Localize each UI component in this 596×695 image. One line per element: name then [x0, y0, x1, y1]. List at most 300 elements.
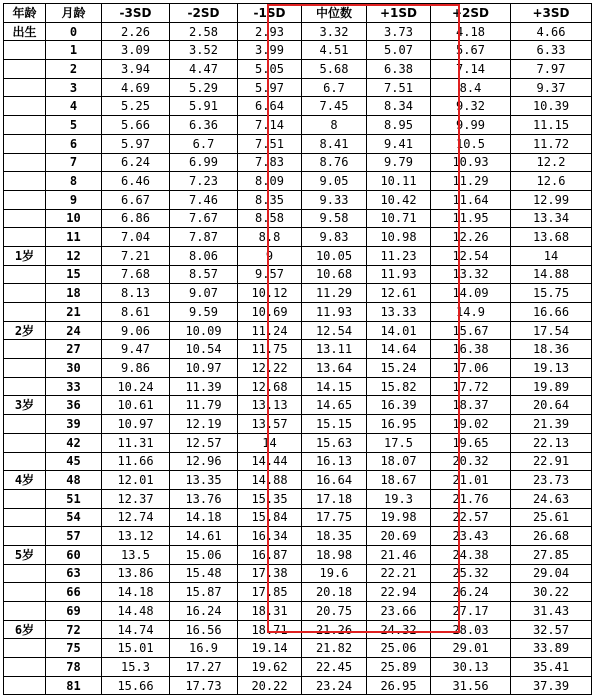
value-cell-plus1sd: 23.66 — [367, 602, 431, 621]
value-cell-median: 21.26 — [302, 620, 367, 639]
age-cell: 5岁 — [4, 545, 46, 564]
month-cell: 45 — [46, 452, 102, 471]
value-cell-plus3sd: 12.6 — [511, 172, 592, 191]
value-cell-plus2sd: 28.03 — [431, 620, 511, 639]
age-cell: 出生 — [4, 22, 46, 41]
value-cell-median: 20.75 — [302, 602, 367, 621]
value-cell-plus2sd: 23.43 — [431, 527, 511, 546]
value-cell-minus1sd: 12.22 — [238, 359, 302, 378]
value-cell-minus3sd: 14.18 — [102, 583, 170, 602]
age-cell — [4, 284, 46, 303]
table-row — [4, 508, 592, 527]
value-cell-median: 21.82 — [302, 639, 367, 658]
age-cell — [4, 97, 46, 116]
age-cell — [4, 377, 46, 396]
value-cell-plus2sd: 16.38 — [431, 340, 511, 359]
value-cell-minus3sd: 3.09 — [102, 41, 170, 60]
value-cell-minus3sd: 8.61 — [102, 303, 170, 322]
value-cell-plus1sd: 15.24 — [367, 359, 431, 378]
header-minus3sd: -3SD — [102, 4, 170, 23]
header-plus2sd: +2SD — [431, 4, 511, 23]
value-cell-minus1sd: 5.05 — [238, 60, 302, 79]
value-cell-plus2sd: 13.32 — [431, 265, 511, 284]
value-cell-median: 23.24 — [302, 676, 367, 695]
header-minus2sd: -2SD — [170, 4, 238, 23]
month-cell: 72 — [46, 620, 102, 639]
value-cell-minus2sd: 12.96 — [170, 452, 238, 471]
value-cell-minus2sd: 15.06 — [170, 545, 238, 564]
value-cell-median: 9.33 — [302, 190, 367, 209]
value-cell-plus2sd: 10.5 — [431, 134, 511, 153]
value-cell-minus2sd: 9.07 — [170, 284, 238, 303]
value-cell-plus1sd: 22.21 — [367, 564, 431, 583]
value-cell-plus3sd: 18.36 — [511, 340, 592, 359]
growth-standard-table — [3, 3, 592, 695]
value-cell-minus1sd: 17.85 — [238, 583, 302, 602]
value-cell-plus1sd: 14.01 — [367, 321, 431, 340]
value-cell-minus2sd: 8.57 — [170, 265, 238, 284]
value-cell-median: 14.15 — [302, 377, 367, 396]
value-cell-minus3sd: 10.97 — [102, 415, 170, 434]
value-cell-minus2sd: 8.06 — [170, 246, 238, 265]
value-cell-plus3sd: 14.88 — [511, 265, 592, 284]
value-cell-minus2sd: 14.61 — [170, 527, 238, 546]
value-cell-minus1sd: 9.57 — [238, 265, 302, 284]
value-cell-minus2sd: 6.36 — [170, 116, 238, 135]
value-cell-median: 19.6 — [302, 564, 367, 583]
table-row — [4, 415, 592, 434]
value-cell-minus1sd: 11.75 — [238, 340, 302, 359]
age-cell: 2岁 — [4, 321, 46, 340]
month-cell: 51 — [46, 489, 102, 508]
month-cell: 2 — [46, 60, 102, 79]
value-cell-plus2sd: 17.06 — [431, 359, 511, 378]
value-cell-plus3sd: 16.66 — [511, 303, 592, 322]
month-cell: 48 — [46, 471, 102, 490]
table-row — [4, 246, 592, 265]
value-cell-plus3sd: 11.15 — [511, 116, 592, 135]
month-cell: 21 — [46, 303, 102, 322]
value-cell-plus3sd: 37.39 — [511, 676, 592, 695]
value-cell-minus1sd: 6.64 — [238, 97, 302, 116]
value-cell-minus2sd: 11.39 — [170, 377, 238, 396]
month-cell: 33 — [46, 377, 102, 396]
age-cell — [4, 340, 46, 359]
month-cell: 30 — [46, 359, 102, 378]
table-header-row — [4, 4, 592, 23]
value-cell-minus2sd: 2.58 — [170, 22, 238, 41]
value-cell-plus1sd: 12.61 — [367, 284, 431, 303]
value-cell-median: 22.45 — [302, 658, 367, 677]
value-cell-plus1sd: 25.06 — [367, 639, 431, 658]
value-cell-minus3sd: 7.21 — [102, 246, 170, 265]
value-cell-plus3sd: 17.54 — [511, 321, 592, 340]
value-cell-plus1sd: 20.69 — [367, 527, 431, 546]
value-cell-minus1sd: 17.38 — [238, 564, 302, 583]
value-cell-minus1sd: 19.14 — [238, 639, 302, 658]
value-cell-minus2sd: 6.99 — [170, 153, 238, 172]
value-cell-plus1sd: 18.07 — [367, 452, 431, 471]
value-cell-minus1sd: 8.8 — [238, 228, 302, 247]
value-cell-plus1sd: 13.33 — [367, 303, 431, 322]
value-cell-plus2sd: 17.72 — [431, 377, 511, 396]
header-plus3sd: +3SD — [511, 4, 592, 23]
table-row — [4, 583, 592, 602]
age-cell — [4, 359, 46, 378]
table-row — [4, 228, 592, 247]
month-cell: 7 — [46, 153, 102, 172]
month-cell: 11 — [46, 228, 102, 247]
month-cell: 4 — [46, 97, 102, 116]
age-cell — [4, 303, 46, 322]
age-cell — [4, 228, 46, 247]
value-cell-minus3sd: 6.46 — [102, 172, 170, 191]
table-row — [4, 377, 592, 396]
age-cell — [4, 564, 46, 583]
value-cell-minus3sd: 8.13 — [102, 284, 170, 303]
value-cell-minus1sd: 18.31 — [238, 602, 302, 621]
value-cell-median: 16.13 — [302, 452, 367, 471]
value-cell-median: 6.7 — [302, 78, 367, 97]
value-cell-minus1sd: 7.14 — [238, 116, 302, 135]
value-cell-plus3sd: 13.34 — [511, 209, 592, 228]
value-cell-median: 8 — [302, 116, 367, 135]
value-cell-plus3sd: 6.33 — [511, 41, 592, 60]
header-month: 月龄 — [46, 4, 102, 23]
value-cell-minus2sd: 17.73 — [170, 676, 238, 695]
value-cell-plus3sd: 22.13 — [511, 433, 592, 452]
value-cell-plus3sd: 19.13 — [511, 359, 592, 378]
value-cell-minus3sd: 9.06 — [102, 321, 170, 340]
table-row — [4, 190, 592, 209]
header-age: 年龄 — [4, 4, 46, 23]
value-cell-plus3sd: 32.57 — [511, 620, 592, 639]
value-cell-plus1sd: 8.34 — [367, 97, 431, 116]
value-cell-minus3sd: 6.67 — [102, 190, 170, 209]
header-plus1sd: +1SD — [367, 4, 431, 23]
value-cell-minus1sd: 11.24 — [238, 321, 302, 340]
month-cell: 9 — [46, 190, 102, 209]
value-cell-median: 9.05 — [302, 172, 367, 191]
value-cell-plus2sd: 14.09 — [431, 284, 511, 303]
value-cell-plus2sd: 9.32 — [431, 97, 511, 116]
value-cell-plus3sd: 22.91 — [511, 452, 592, 471]
value-cell-median: 12.54 — [302, 321, 367, 340]
age-cell: 3岁 — [4, 396, 46, 415]
table-row — [4, 22, 592, 41]
table-row — [4, 172, 592, 191]
value-cell-median: 15.63 — [302, 433, 367, 452]
table-row — [4, 452, 592, 471]
table-row — [4, 153, 592, 172]
value-cell-median: 17.75 — [302, 508, 367, 527]
value-cell-plus2sd: 11.29 — [431, 172, 511, 191]
table-row — [4, 527, 592, 546]
age-cell — [4, 602, 46, 621]
age-cell — [4, 676, 46, 695]
value-cell-plus2sd: 26.24 — [431, 583, 511, 602]
age-cell: 6岁 — [4, 620, 46, 639]
value-cell-median: 20.18 — [302, 583, 367, 602]
value-cell-plus1sd: 16.95 — [367, 415, 431, 434]
value-cell-median: 10.05 — [302, 246, 367, 265]
value-cell-minus1sd: 13.13 — [238, 396, 302, 415]
age-cell — [4, 172, 46, 191]
age-cell — [4, 134, 46, 153]
value-cell-plus2sd: 19.02 — [431, 415, 511, 434]
value-cell-minus1sd: 7.83 — [238, 153, 302, 172]
value-cell-plus3sd: 31.43 — [511, 602, 592, 621]
value-cell-minus3sd: 4.69 — [102, 78, 170, 97]
age-cell — [4, 508, 46, 527]
month-cell: 15 — [46, 265, 102, 284]
value-cell-minus2sd: 13.35 — [170, 471, 238, 490]
value-cell-minus2sd: 17.27 — [170, 658, 238, 677]
age-cell — [4, 452, 46, 471]
value-cell-minus3sd: 6.86 — [102, 209, 170, 228]
value-cell-plus3sd: 11.72 — [511, 134, 592, 153]
value-cell-minus2sd: 10.09 — [170, 321, 238, 340]
table-row — [4, 602, 592, 621]
age-cell — [4, 78, 46, 97]
value-cell-median: 11.93 — [302, 303, 367, 322]
value-cell-plus2sd: 10.93 — [431, 153, 511, 172]
age-cell — [4, 116, 46, 135]
age-cell: 1岁 — [4, 246, 46, 265]
value-cell-median: 8.41 — [302, 134, 367, 153]
value-cell-minus2sd: 13.76 — [170, 489, 238, 508]
value-cell-plus3sd: 4.66 — [511, 22, 592, 41]
value-cell-plus3sd: 30.22 — [511, 583, 592, 602]
age-cell — [4, 190, 46, 209]
table-row — [4, 489, 592, 508]
value-cell-minus1sd: 14.88 — [238, 471, 302, 490]
value-cell-minus1sd: 13.57 — [238, 415, 302, 434]
value-cell-minus2sd: 16.24 — [170, 602, 238, 621]
month-cell: 18 — [46, 284, 102, 303]
value-cell-plus2sd: 24.38 — [431, 545, 511, 564]
value-cell-minus3sd: 13.5 — [102, 545, 170, 564]
age-cell — [4, 433, 46, 452]
table-row — [4, 676, 592, 695]
value-cell-minus2sd: 3.52 — [170, 41, 238, 60]
value-cell-plus2sd: 11.64 — [431, 190, 511, 209]
value-cell-minus1sd: 18.71 — [238, 620, 302, 639]
age-cell — [4, 527, 46, 546]
age-cell — [4, 658, 46, 677]
table-row — [4, 620, 592, 639]
value-cell-plus3sd: 7.97 — [511, 60, 592, 79]
value-cell-minus1sd: 5.97 — [238, 78, 302, 97]
value-cell-median: 8.76 — [302, 153, 367, 172]
value-cell-median: 9.83 — [302, 228, 367, 247]
value-cell-median: 11.29 — [302, 284, 367, 303]
value-cell-median: 16.64 — [302, 471, 367, 490]
value-cell-minus1sd: 10.69 — [238, 303, 302, 322]
table-row — [4, 359, 592, 378]
value-cell-minus1sd: 3.99 — [238, 41, 302, 60]
value-cell-minus3sd: 9.86 — [102, 359, 170, 378]
month-cell: 6 — [46, 134, 102, 153]
age-cell — [4, 583, 46, 602]
table-body — [4, 22, 592, 695]
age-cell — [4, 153, 46, 172]
value-cell-minus3sd: 11.66 — [102, 452, 170, 471]
value-cell-plus2sd: 15.67 — [431, 321, 511, 340]
month-cell: 78 — [46, 658, 102, 677]
value-cell-plus3sd: 35.41 — [511, 658, 592, 677]
value-cell-plus1sd: 11.93 — [367, 265, 431, 284]
value-cell-minus3sd: 5.25 — [102, 97, 170, 116]
value-cell-minus2sd: 12.19 — [170, 415, 238, 434]
value-cell-plus1sd: 10.11 — [367, 172, 431, 191]
table-row — [4, 284, 592, 303]
age-cell — [4, 415, 46, 434]
month-cell: 69 — [46, 602, 102, 621]
value-cell-plus1sd: 6.38 — [367, 60, 431, 79]
header-median: 中位数 — [302, 4, 367, 23]
value-cell-minus1sd: 12.68 — [238, 377, 302, 396]
value-cell-minus3sd: 12.74 — [102, 508, 170, 527]
value-cell-plus1sd: 21.46 — [367, 545, 431, 564]
value-cell-minus2sd: 11.79 — [170, 396, 238, 415]
table-row — [4, 41, 592, 60]
value-cell-plus2sd: 9.99 — [431, 116, 511, 135]
value-cell-plus3sd: 29.04 — [511, 564, 592, 583]
month-cell: 75 — [46, 639, 102, 658]
value-cell-minus1sd: 8.09 — [238, 172, 302, 191]
value-cell-minus3sd: 12.37 — [102, 489, 170, 508]
value-cell-plus1sd: 17.5 — [367, 433, 431, 452]
value-cell-plus3sd: 19.89 — [511, 377, 592, 396]
value-cell-plus1sd: 10.71 — [367, 209, 431, 228]
value-cell-median: 10.68 — [302, 265, 367, 284]
value-cell-minus3sd: 13.86 — [102, 564, 170, 583]
value-cell-minus2sd: 7.46 — [170, 190, 238, 209]
value-cell-minus2sd: 16.9 — [170, 639, 238, 658]
month-cell: 3 — [46, 78, 102, 97]
value-cell-minus3sd: 2.26 — [102, 22, 170, 41]
age-cell — [4, 41, 46, 60]
value-cell-plus3sd: 20.64 — [511, 396, 592, 415]
value-cell-plus1sd: 10.98 — [367, 228, 431, 247]
value-cell-minus3sd: 11.31 — [102, 433, 170, 452]
value-cell-median: 13.64 — [302, 359, 367, 378]
table-row — [4, 471, 592, 490]
age-cell — [4, 489, 46, 508]
month-cell: 57 — [46, 527, 102, 546]
value-cell-plus1sd: 16.39 — [367, 396, 431, 415]
value-cell-minus2sd: 7.87 — [170, 228, 238, 247]
value-cell-minus2sd: 14.18 — [170, 508, 238, 527]
value-cell-plus1sd: 18.67 — [367, 471, 431, 490]
value-cell-minus1sd: 16.87 — [238, 545, 302, 564]
value-cell-plus2sd: 31.56 — [431, 676, 511, 695]
value-cell-plus1sd: 7.51 — [367, 78, 431, 97]
value-cell-plus1sd: 26.95 — [367, 676, 431, 695]
month-cell: 36 — [46, 396, 102, 415]
value-cell-plus1sd: 9.41 — [367, 134, 431, 153]
value-cell-plus1sd: 15.82 — [367, 377, 431, 396]
month-cell: 24 — [46, 321, 102, 340]
value-cell-median: 15.15 — [302, 415, 367, 434]
table-row — [4, 396, 592, 415]
value-cell-minus1sd: 14.44 — [238, 452, 302, 471]
value-cell-minus1sd: 15.84 — [238, 508, 302, 527]
value-cell-minus3sd: 15.3 — [102, 658, 170, 677]
value-cell-minus2sd: 6.7 — [170, 134, 238, 153]
value-cell-plus1sd: 10.42 — [367, 190, 431, 209]
value-cell-minus3sd: 9.47 — [102, 340, 170, 359]
value-cell-plus3sd: 13.68 — [511, 228, 592, 247]
table-row — [4, 78, 592, 97]
value-cell-minus1sd: 15.35 — [238, 489, 302, 508]
value-cell-median: 14.65 — [302, 396, 367, 415]
value-cell-minus1sd: 8.35 — [238, 190, 302, 209]
month-cell: 0 — [46, 22, 102, 41]
value-cell-plus2sd: 21.01 — [431, 471, 511, 490]
value-cell-plus1sd: 3.73 — [367, 22, 431, 41]
month-cell: 39 — [46, 415, 102, 434]
value-cell-median: 18.98 — [302, 545, 367, 564]
month-cell: 54 — [46, 508, 102, 527]
value-cell-minus2sd: 10.54 — [170, 340, 238, 359]
age-cell: 4岁 — [4, 471, 46, 490]
month-cell: 1 — [46, 41, 102, 60]
value-cell-plus2sd: 30.13 — [431, 658, 511, 677]
value-cell-minus3sd: 7.68 — [102, 265, 170, 284]
month-cell: 12 — [46, 246, 102, 265]
value-cell-median: 13.11 — [302, 340, 367, 359]
month-cell: 81 — [46, 676, 102, 695]
header-minus1sd: -1SD — [238, 4, 302, 23]
value-cell-plus2sd: 11.95 — [431, 209, 511, 228]
value-cell-plus2sd: 5.67 — [431, 41, 511, 60]
table-row — [4, 658, 592, 677]
value-cell-median: 17.18 — [302, 489, 367, 508]
age-cell — [4, 209, 46, 228]
value-cell-median: 18.35 — [302, 527, 367, 546]
value-cell-plus2sd: 18.37 — [431, 396, 511, 415]
value-cell-plus2sd: 12.26 — [431, 228, 511, 247]
value-cell-minus2sd: 7.23 — [170, 172, 238, 191]
month-cell: 60 — [46, 545, 102, 564]
value-cell-minus1sd: 19.62 — [238, 658, 302, 677]
month-cell: 66 — [46, 583, 102, 602]
value-cell-plus3sd: 25.61 — [511, 508, 592, 527]
value-cell-minus3sd: 5.66 — [102, 116, 170, 135]
value-cell-plus2sd: 22.57 — [431, 508, 511, 527]
value-cell-minus2sd: 15.87 — [170, 583, 238, 602]
value-cell-median: 3.32 — [302, 22, 367, 41]
value-cell-minus2sd: 12.57 — [170, 433, 238, 452]
value-cell-minus2sd: 5.29 — [170, 78, 238, 97]
value-cell-minus1sd: 9 — [238, 246, 302, 265]
value-cell-minus2sd: 7.67 — [170, 209, 238, 228]
value-cell-minus1sd: 16.34 — [238, 527, 302, 546]
value-cell-minus3sd: 15.01 — [102, 639, 170, 658]
value-cell-plus2sd: 12.54 — [431, 246, 511, 265]
value-cell-plus2sd: 25.32 — [431, 564, 511, 583]
value-cell-plus3sd: 23.73 — [511, 471, 592, 490]
age-cell — [4, 639, 46, 658]
value-cell-minus2sd: 9.59 — [170, 303, 238, 322]
table-row — [4, 303, 592, 322]
value-cell-plus3sd: 12.99 — [511, 190, 592, 209]
table-row — [4, 545, 592, 564]
value-cell-plus2sd: 14.9 — [431, 303, 511, 322]
value-cell-plus1sd: 24.32 — [367, 620, 431, 639]
